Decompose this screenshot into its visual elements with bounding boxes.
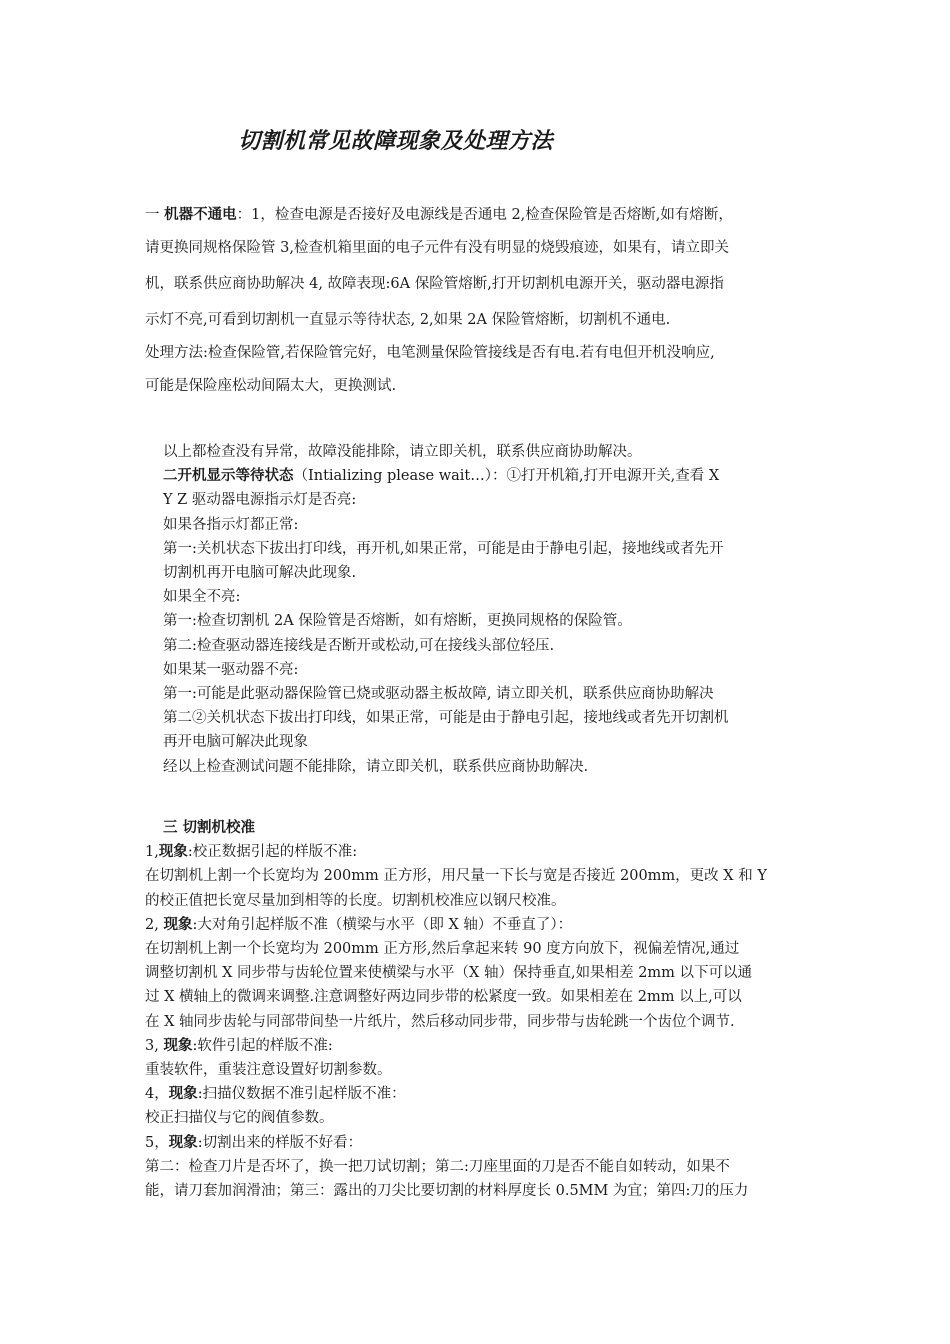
paragraph-line: 调整切割机 X 同步带与齿轮位置来使横梁与水平（X 轴）保持垂直,如果相差 2mm 以下可以通 (145, 965, 753, 982)
paragraph-line: 的校正值把长宽尽量加到相等的长度。切割机校准应以钢尺校准。 (145, 892, 566, 909)
paragraph-line: 处理方法:检查保险管,若保险管完好，电笔测量保险管接线是否有电.若有电但开机没响应, (145, 345, 715, 361)
document-title: 切割机常见故障现象及处理方法 (238, 128, 554, 154)
paragraph-text: （Intializing please wait…）：①打开机箱,打开电源开关,查看 X (293, 468, 720, 485)
paragraph-line: 如果各指示灯都正常: (163, 516, 299, 533)
paragraph-line: 经以上检查测试问题不能排除，请立即关机，联系供应商协助解决. (163, 758, 589, 775)
paragraph-line: 第二:检查驱动器连接线是否断开或松动,可在接线头部位轻压. (163, 637, 555, 654)
paragraph-line: Y Z 驱动器电源指示灯是否亮: (163, 492, 357, 509)
paragraph-line (145, 913, 815, 937)
item-number: 3, (145, 1037, 164, 1054)
paragraph-line: 第一:检查切割机 2A 保险管是否熔断，如有熔断，更换同规格的保险管。 (163, 613, 632, 630)
paragraph-line (145, 840, 815, 864)
item-number: 4， (145, 1086, 169, 1103)
item-number: 5， (145, 1134, 169, 1151)
paragraph-line: 在 X 轴同步齿轮与同部带间垫一片纸片，然后移动同步带，同步带与齿轮跳一个齿位个调节. (145, 1013, 735, 1030)
paragraph-text: :软件引起的样版不准: (192, 1037, 333, 1054)
paragraph-line (145, 200, 815, 230)
paragraph-line: 过 X 横轴上的微调来调整.注意调整好两边同步带的松紧度一致。如果相差在 2mm 以上,可以 (145, 989, 742, 1006)
item-label: 现象 (168, 1085, 198, 1103)
item-label: 现象 (163, 1036, 193, 1054)
section-calibration (145, 816, 815, 1203)
section-heading: 机器不通电 (164, 206, 237, 223)
paragraph-line: 切割机再开电脑可解决此现象. (163, 565, 357, 582)
paragraph-line: 第二：检查刀片是否坏了，换一把刀试切割；第二:刀座里面的刀是否不能自如转动，如果不 (145, 1158, 730, 1175)
item-label: 现象 (158, 843, 188, 861)
section-heading: 二开机显示等待状态 (163, 467, 294, 485)
paragraph-line: 示灯不亮,可看到切割机一直显示等待状态, 2,如果 2A 保险管熔断，切割机不通电. (145, 312, 671, 328)
item-number: 1, (145, 844, 159, 861)
paragraph-line: 请更换同规格保险管 3,检查机箱里面的电子元件有没有明显的烧毁痕迹，如果有，请立即关 (145, 240, 729, 256)
item-label: 现象 (168, 1133, 198, 1151)
item-label: 现象 (163, 915, 193, 933)
paragraph-line: 在切割机上割一个长宽均为 200mm 正方形,然后拿起来转 90 度方向放下，视偏差情况,通过 (145, 941, 740, 958)
paragraph-line: 校正扫描仪与它的阀值参数。 (145, 1110, 334, 1127)
section-waiting-state (163, 440, 813, 779)
paragraph-line: 机，联系供应商协助解决 4, 故障表现:6A 保险管熔断,打开切割机电源开关，驱动器电源指 (145, 276, 724, 292)
paragraph-line: 第一:可能是此驱动器保险管已烧或驱动器主板故障, 请立即关机，联系供应商协助解决 (163, 686, 714, 703)
paragraph-line: 能，请刀套加润滑油；第三：露出的刀尖比要切割的材料厚度长 0.5MM 为宜；第四:刀的压力 (145, 1183, 749, 1200)
paragraph-line: 以上都检查没有异常，故障没能排除，请立即关机，联系供应商协助解决。 (163, 444, 642, 460)
paragraph-text: :扫描仪数据不准引起样版不准： (197, 1086, 406, 1103)
paragraph-text: :切割出来的样版不好看： (197, 1134, 363, 1151)
paragraph-line: 可能是保险座松动间隔太大，更换测试. (145, 378, 397, 394)
paragraph-line: 第一:关机状态下拔出打印线，再开机,如果正常，可能是由于静电引起，接地线或者先开 (163, 540, 724, 557)
paragraph-line (145, 1082, 815, 1106)
paragraph-text: ：1，检查电源是否接好及电源线是否通电 2,检查保险管是否熔断,如有熔断， (236, 207, 733, 223)
section-heading: 三 切割机校准 (163, 819, 256, 836)
paragraph-line: 如果全不亮: (163, 589, 241, 606)
section-number: 一 (145, 207, 165, 223)
paragraph-text: :校正数据引起的样版不准: (187, 844, 358, 861)
paragraph-line: 如果某一驱动器不亮: (163, 661, 299, 678)
paragraph-line: 第二②关机状态下拔出打印线，如果正常，可能是由于静电引起，接地线或者先开切割机 (163, 710, 729, 727)
paragraph-line: 重装软件，重装注意设置好切割参数。 (145, 1062, 392, 1079)
item-number: 2, (145, 916, 164, 933)
paragraph-line: 在切割机上割一个长宽均为 200mm 正方形，用尺量一下长与宽是否接近 200mm，更改 X 和 Y (145, 868, 767, 885)
paragraph-line (145, 1131, 815, 1155)
paragraph-line (163, 464, 813, 488)
section-power-failure (145, 200, 815, 404)
paragraph-line (145, 1034, 815, 1058)
paragraph-line: 再开电脑可解决此现象 (163, 734, 308, 751)
paragraph-text: :大对角引起样版不准（横梁与水平（即 X 轴）不垂直了）： (192, 916, 573, 933)
